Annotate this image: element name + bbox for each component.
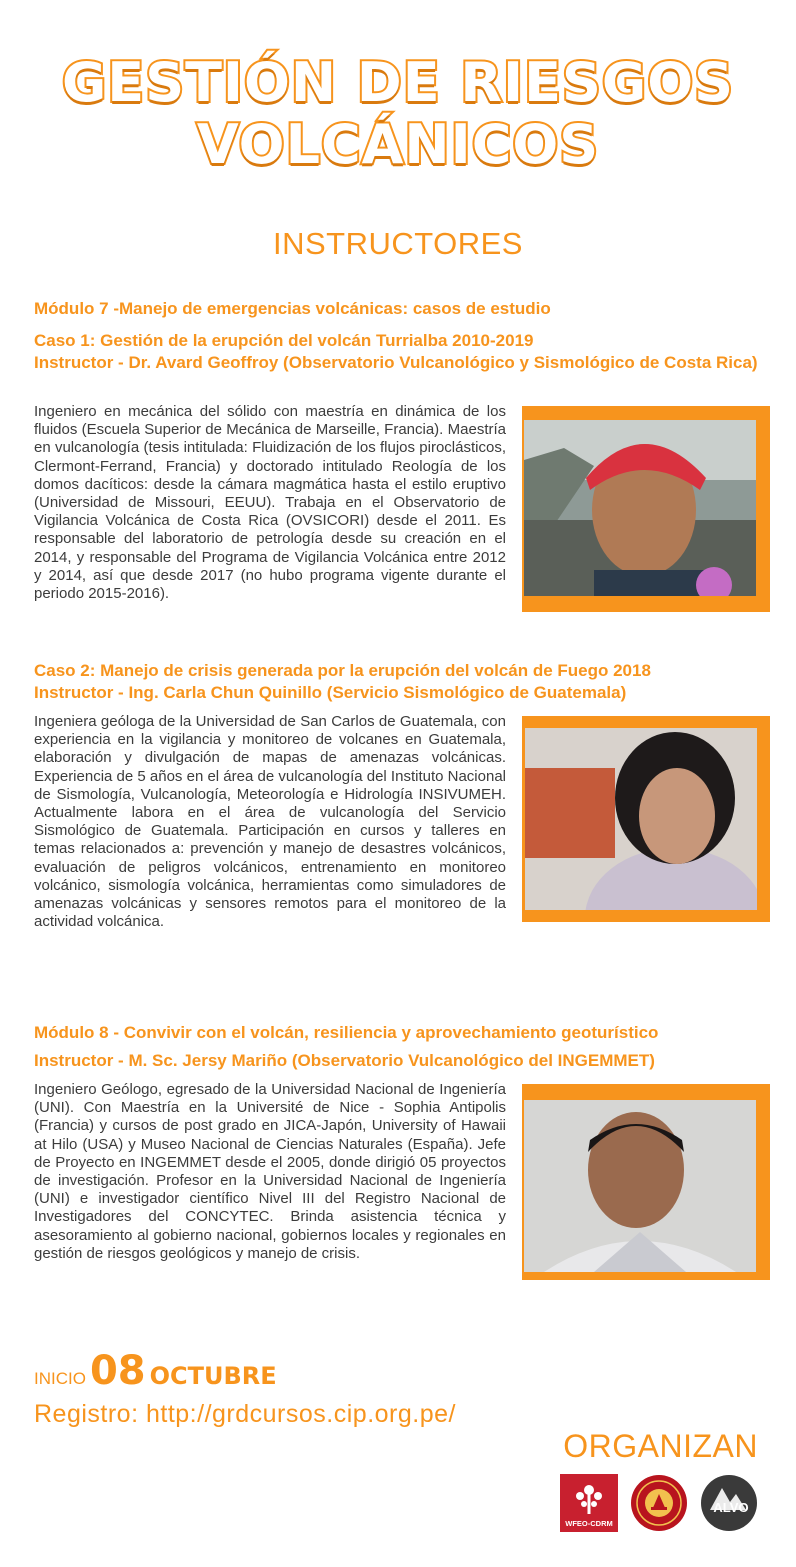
module-7-title: Módulo 7 -Manejo de emergencias volcánicas: casos de estudio (34, 299, 551, 318)
case-2-title: Caso 2: Manejo de crisis generada por la erupción del volcán de Fuego 2018 (34, 661, 651, 680)
organizers-heading: ORGANIZAN (563, 1428, 758, 1464)
case-2-photo-frame (522, 716, 770, 922)
case-1-title: Caso 1: Gestión de la erupción del volcán Turrialba 2010-2019 (34, 331, 534, 350)
wfeo-logo-text: WFEO-CDRM (565, 1519, 613, 1528)
instructor-3-photo (524, 1100, 756, 1272)
title-line-2: VOLCÁNICOS (196, 113, 600, 176)
page-title (0, 52, 796, 176)
start-date (34, 1348, 277, 1394)
instructor-2-photo (525, 728, 757, 910)
instructor-1-photo (524, 420, 756, 596)
case-2-instructor: Instructor - Ing. Carla Chun Quinillo (Servicio Sismológico de Guatemala) (34, 683, 627, 702)
cip-seal-logo (630, 1474, 688, 1532)
case-2-bio: Ingeniera geóloga de la Universidad de San Carlos de Guatemala, con experiencia en la vigilancia y monitoreo de volcanes en Guatemala, elaboración y divulgación de mapas de amenazas volcánicas. Experiencia de 5 años en el área de vulcanología del Instituto Nacional de Sismología, Vulcanología, Meteorología e Hidrología INSIVUMEH. Actualmente labora en el área de vulcanología del Servicio Sismológico de Guatemala. Participación en cursos y talleres en temas relacionados a: prevención y manejo de desastres volcánicos, evaluación de peligros volcánicos, entrenamiento en monitoreo volcánico, sismología volcánica, herramientas como simuladores de amenazas volcánicas y sensores remotos para el monitoreo de la actividad volcánica. (34, 713, 506, 931)
case-1-bio: Ingeniero en mecánica del sólido con maestría en dinámica de los fluidos (Escuela Superior de Mecánica de Marseille, Francia). Maestría en vulcanología (tesis intitulada: Fluidización de los flujos piroclásticos, Clermont-Ferrand, Francia) y doctorado intitulado Reología de los domos dacíticos: desde la cámara magmática hasta el estilo eruptivo (Universidad de Missouri, EEUU). Trabaja en el Observatorio de Vigilancia Volcánica de Costa Rica (OVSICORI) desde el 2011. Es responsable del laboratorio de petrología desde su creación en el 2014, y responsable del Programa de Vigilancia Volcánica entre 2012 y 2014, así que desde 2017 (no hubo programa vigente durante el periodo 2015-2016). (34, 403, 506, 603)
wfeo-cdrm-logo (560, 1474, 618, 1532)
alvo-logo-text: ALVO (713, 1500, 749, 1515)
registration-link[interactable]: Registro: http://grdcursos.cip.org.pe/ (34, 1400, 456, 1428)
case-1-instructor: Instructor - Dr. Avard Geoffroy (Observatorio Vulcanológico y Sismológico de Costa Rica) (34, 353, 758, 372)
alvo-logo (700, 1474, 758, 1532)
start-month: OCTUBRE (149, 1362, 277, 1390)
start-day: 08 (89, 1348, 146, 1394)
title-line-1: GESTIÓN DE RIESGOS (61, 51, 734, 114)
module-8-bio: Ingeniero Geólogo, egresado de la Universidad Nacional de Ingeniería (UNI). Con Maestría en la Université de Nice - Sophia Antipolis (Francia) y cursos de post grado en JICA-Japón, University of Hawaii at Hilo (USA) y Museo Nacional de Ciencias Naturales (España). Jefe de Proyecto en INGEMMET desde el 2005, donde dirigió 05 proyectos de investigación. Profesor en la Universidad Nacional de Ingeniería (UNI) e investigador científico Nivel III del Registro Nacional de Investigadores del CONCYTEC. Brinda asistencia técnica y asesoramiento al gobierno nacional, gobiernos locales y regionales en gestión de riesgos geológicos y manejo de crisis. (34, 1081, 506, 1262)
case-1-photo-frame (522, 406, 770, 612)
module-8-title: Módulo 8 - Convivir con el volcán, resiliencia y aprovechamiento geoturístico (34, 1023, 659, 1042)
section-subtitle: INSTRUCTORES (272, 226, 523, 261)
module-8-instructor: Instructor - M. Sc. Jersy Mariño (Observatorio Vulcanológico del INGEMMET) (34, 1051, 655, 1070)
module-8-photo-frame (522, 1084, 770, 1280)
start-label: INICIO (34, 1369, 86, 1388)
